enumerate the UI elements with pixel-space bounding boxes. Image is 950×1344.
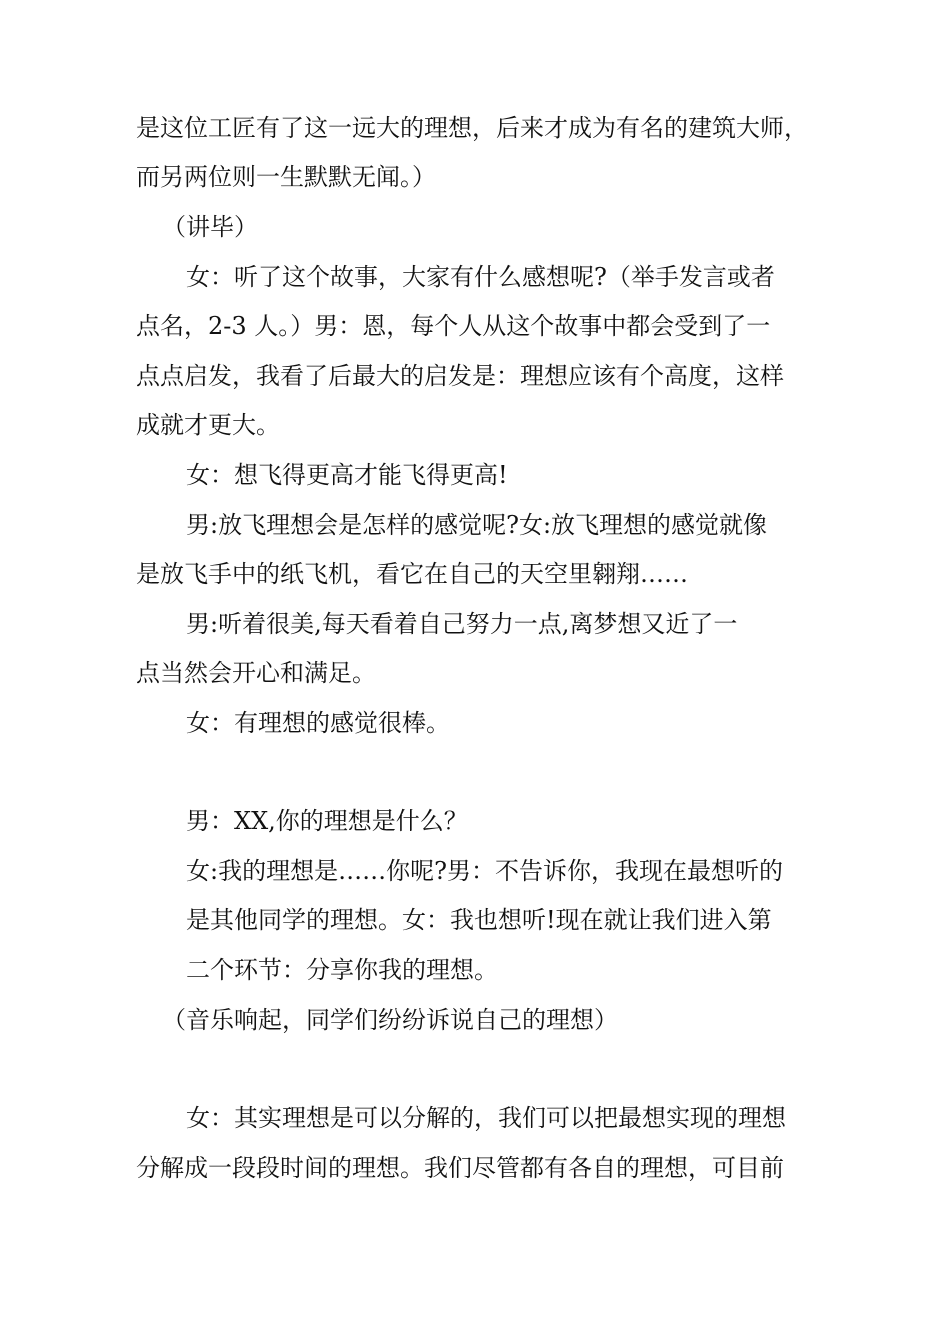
text-line: 女：有理想的感觉很棒。 [186, 709, 450, 737]
text-line: 女：想飞得更高才能飞得更高! [186, 461, 508, 489]
text-line: 点点启发，我看了后最大的启发是：理想应该有个高度，这样 [136, 362, 784, 390]
text-line: 是放飞手中的纸飞机，看它在自己的天空里翱翔…… [136, 560, 688, 588]
text-line: 女：听了这个故事，大家有什么感想呢?（举手发言或者 [186, 263, 775, 291]
text-line: 分解成一段段时间的理想。我们尽管都有各自的理想，可目前 [136, 1154, 784, 1182]
text-line: 是其他同学的理想。女：我也想听!现在就让我们进入第 [186, 906, 772, 934]
text-line: 男：XX,你的理想是什么？ [186, 807, 468, 835]
text-line: 女：其实理想是可以分解的，我们可以把最想实现的理想 [186, 1104, 786, 1132]
text-line: （音乐响起，同学们纷纷诉说自己的理想） [162, 1006, 618, 1034]
text-line: 点名，2-3 人。）男：恩，每个人从这个故事中都会受到了一 [136, 312, 771, 340]
text-line: 而另两位则一生默默无闻。） [136, 163, 436, 191]
text-line: 男:听着很美,每天看着自己努力一点,离梦想又近了一 [186, 610, 738, 638]
text-line: （讲毕） [162, 213, 258, 241]
text-line: 二个环节：分享你我的理想。 [186, 956, 498, 984]
text-line: 女:我的理想是……你呢?男：不告诉你，我现在最想听的 [186, 857, 783, 885]
text-line: 点当然会开心和满足。 [136, 659, 376, 687]
text-line: 男:放飞理想会是怎样的感觉呢?女:放飞理想的感觉就像 [186, 511, 768, 539]
text-line: 成就才更大。 [136, 411, 280, 439]
text-line: 是这位工匠有了这一远大的理想，后来才成为有名的建筑大师， [136, 114, 808, 142]
